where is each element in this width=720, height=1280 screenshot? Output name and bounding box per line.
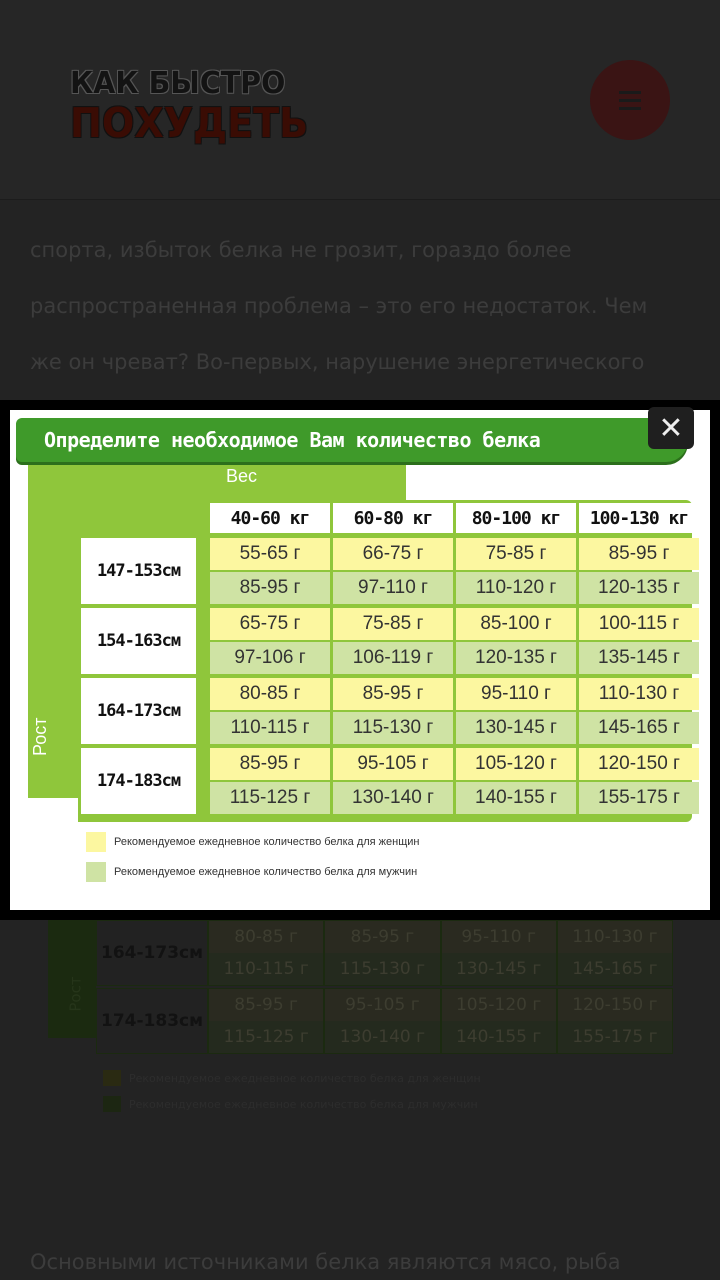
women-protein-cell: 85-100 г	[456, 608, 576, 640]
women-protein-cell: 100-115 г	[579, 608, 699, 640]
bg-protein-cell	[557, 988, 673, 1054]
legend-item	[86, 862, 417, 882]
close-icon: ✕	[658, 410, 684, 446]
men-protein-cell: 130-140 г	[333, 782, 453, 814]
chart-title-banner	[16, 418, 688, 462]
weight-column-header: 40-60 кг	[210, 503, 330, 533]
men-protein-cell: 120-135 г	[456, 642, 576, 674]
logo-line-1: КАК БЫСТРО	[70, 66, 286, 101]
legend-swatch	[86, 862, 106, 882]
legend-label: Рекомендуемое ежедневное количество белка для мужчин	[114, 866, 418, 878]
women-protein-cell: 66-75 г	[333, 538, 453, 570]
protein-table-image	[10, 410, 710, 910]
bg-men-value: 110-115 г	[209, 953, 323, 985]
bg-legend-item	[103, 1096, 478, 1112]
bg-men-value: 130-145 г	[442, 953, 556, 985]
bg-legend-label: Рекомендуемое ежедневное количество белка для мужчин	[129, 1097, 478, 1111]
site-header	[0, 0, 720, 200]
men-protein-cell: 145-165 г	[579, 712, 699, 744]
height-row-header: 154-163см	[81, 608, 196, 674]
bg-legend-swatch	[103, 1096, 121, 1112]
bg-women-value: 105-120 г	[442, 989, 556, 1021]
legend-label: Рекомендуемое ежедневное количество белка для женщин	[114, 836, 420, 848]
women-protein-cell: 55-65 г	[210, 538, 330, 570]
height-row-header: 174-183см	[81, 748, 196, 814]
men-protein-cell: 115-125 г	[210, 782, 330, 814]
height-row-header: 147-153см	[81, 538, 196, 604]
women-protein-cell: 110-130 г	[579, 678, 699, 710]
women-protein-cell: 80-85 г	[210, 678, 330, 710]
article-body	[30, 222, 690, 390]
women-protein-cell: 75-85 г	[456, 538, 576, 570]
bg-men-value: 140-155 г	[442, 1021, 556, 1053]
bg-protein-cell	[324, 988, 440, 1054]
men-protein-cell: 130-145 г	[456, 712, 576, 744]
men-protein-cell: 85-95 г	[210, 572, 330, 604]
legend-swatch	[86, 832, 106, 852]
bg-protein-cell	[208, 920, 324, 986]
weight-column-header: 80-100 кг	[456, 503, 576, 533]
men-protein-cell: 97-110 г	[333, 572, 453, 604]
bg-men-value: 115-125 г	[209, 1021, 323, 1053]
protein-grid	[78, 500, 692, 822]
article-line: Основными источниками белка являются мясо, рыба	[30, 1250, 621, 1274]
men-protein-cell: 115-130 г	[333, 712, 453, 744]
bg-women-value: 120-150 г	[558, 989, 672, 1021]
bg-table-row	[96, 988, 673, 1054]
bg-men-value: 155-175 г	[558, 1021, 672, 1053]
bg-legend-label: Рекомендуемое ежедневное количество белка для женщин	[129, 1071, 481, 1085]
women-protein-cell: 95-105 г	[333, 748, 453, 780]
site-logo[interactable]	[70, 66, 326, 147]
bg-protein-cell	[324, 920, 440, 986]
bg-women-value: 95-110 г	[442, 921, 556, 953]
article-line: спорта, избыток белка не грозит, гораздо более	[30, 238, 572, 262]
weight-axis-band	[28, 464, 406, 500]
height-row-header: 164-173см	[81, 678, 196, 744]
women-protein-cell: 120-150 г	[579, 748, 699, 780]
women-protein-cell: 85-95 г	[333, 678, 453, 710]
bg-protein-cell	[557, 920, 673, 986]
close-lightbox-button[interactable]	[648, 407, 694, 449]
bg-height-row-header: 174-183см	[96, 988, 208, 1054]
bg-protein-cell	[208, 988, 324, 1054]
men-protein-cell: 106-119 г	[333, 642, 453, 674]
bg-legend-swatch	[103, 1070, 121, 1086]
men-protein-cell: 110-120 г	[456, 572, 576, 604]
weight-column-header: 60-80 кг	[333, 503, 453, 533]
bg-women-value: 85-95 г	[209, 989, 323, 1021]
women-protein-cell: 85-95 г	[579, 538, 699, 570]
menu-button[interactable]	[590, 60, 670, 140]
women-protein-cell: 95-110 г	[456, 678, 576, 710]
women-protein-cell: 85-95 г	[210, 748, 330, 780]
hamburger-menu-icon	[619, 107, 641, 110]
bg-men-value: 145-165 г	[558, 953, 672, 985]
bg-women-value: 80-85 г	[209, 921, 323, 953]
chart-title: Определите необходимое Вам количество белка	[44, 428, 541, 452]
bg-legend-item	[103, 1070, 481, 1086]
women-protein-cell: 105-120 г	[456, 748, 576, 780]
men-protein-cell: 135-145 г	[579, 642, 699, 674]
bg-height-axis-label: Рост	[66, 976, 85, 1012]
men-protein-cell: 110-115 г	[210, 712, 330, 744]
legend-item	[86, 832, 420, 852]
bg-height-row-header: 164-173см	[96, 920, 208, 986]
bg-women-value: 95-105 г	[325, 989, 439, 1021]
weight-column-header: 100-130 кг	[579, 503, 699, 533]
women-protein-cell: 65-75 г	[210, 608, 330, 640]
bg-women-value: 85-95 г	[325, 921, 439, 953]
bg-protein-cell	[441, 988, 557, 1054]
bg-men-value: 130-140 г	[325, 1021, 439, 1053]
hamburger-menu-icon	[619, 99, 641, 102]
men-protein-cell: 120-135 г	[579, 572, 699, 604]
men-protein-cell: 155-175 г	[579, 782, 699, 814]
height-axis-label: Рост	[30, 717, 50, 756]
women-protein-cell: 75-85 г	[333, 608, 453, 640]
bg-height-axis	[48, 915, 96, 1038]
bg-women-value: 110-130 г	[558, 921, 672, 953]
bg-men-value: 115-130 г	[325, 953, 439, 985]
image-lightbox	[0, 400, 720, 920]
men-protein-cell: 140-155 г	[456, 782, 576, 814]
weight-axis-label: Вес	[226, 466, 258, 486]
hamburger-menu-icon	[619, 91, 641, 94]
article-line: же он чреват? Во-первых, нарушение энергетического	[30, 350, 645, 374]
logo-line-2: ПОХУДЕТЬ	[70, 99, 309, 147]
bg-protein-cell	[441, 920, 557, 986]
bg-table-row	[96, 920, 673, 986]
article-line: распространенная проблема – это его недостаток. Чем	[30, 294, 648, 318]
men-protein-cell: 97-106 г	[210, 642, 330, 674]
article-protein-table-image[interactable]	[48, 915, 673, 1115]
